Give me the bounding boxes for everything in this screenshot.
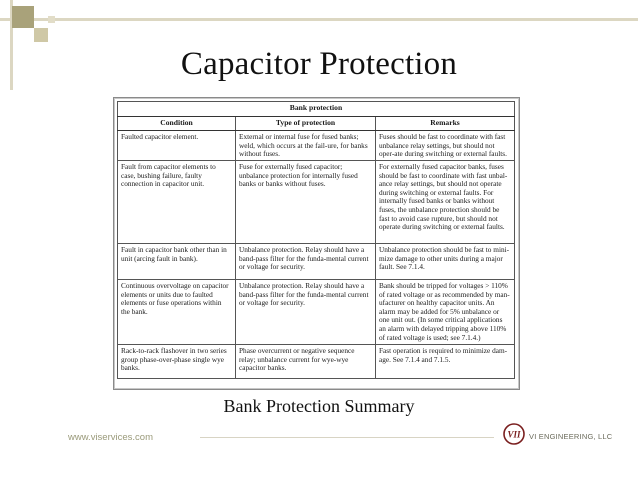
cell-remarks: Fuses should be fast to coordinate with fast unbalance relay settings, but should not oper-ate during switching or external faults. (376, 131, 515, 161)
bank-protection-table (117, 101, 515, 379)
cell-condition: Faulted capacitor element. (118, 131, 236, 161)
cell-protection: Phase overcurrent or negative sequence relay; unbalance current for wye-wye capacitor banks. (236, 344, 376, 378)
table-banner: Bank protection (118, 102, 515, 117)
footer-url: www.viservices.com (68, 432, 153, 443)
cell-condition: Continuous overvoltage on capacitor elements or units due to faulted elements or fuse operations within the bank. (118, 279, 236, 344)
company-name: VI ENGINEERING, LLC (529, 432, 613, 441)
cell-condition: Fault in capacitor bank other than in unit (arcing fault in bank). (118, 243, 236, 279)
table-row (118, 279, 515, 344)
table-row (118, 243, 515, 279)
cell-condition: Rack-to-rack flashover in two series group phase-over-phase single wye banks. (118, 344, 236, 378)
accent-square-small (34, 28, 48, 42)
table-row (118, 160, 515, 243)
logo-text: VII (507, 429, 521, 440)
cell-protection: Unbalance protection. Relay should have a band-pass filter for the funda-mental current or voltage for security. (236, 243, 376, 279)
cell-condition: Fault from capacitor elements to case, bushing failure, faulty connection in capacitor unit. (118, 160, 236, 243)
cell-protection: Unbalance protection. Relay should have a band-pass filter for the funda-mental current or voltage for security. (236, 279, 376, 344)
cell-protection: External or internal fuse for fused banks; weld, which occurs at the fail-ure, for banks without fuses. (236, 131, 376, 161)
cell-remarks: Unbalance protection should be fast to mini-mize damage to other units during a major fault. See 7.1.4. (376, 243, 515, 279)
header-type-of-protection: Type of protection (236, 116, 376, 131)
bank-protection-table-image (113, 97, 520, 390)
cell-remarks: Bank should be tripped for voltages > 110% of rated voltage or as recommended by man-ufacturer on healthy capacitor units. An alarm may be added for 5% unbalance or one unit out. (In some critical applications an alarm with delayed tripping above 110% of rated voltage is used; see 7.1.4.) (376, 279, 515, 344)
cell-remarks: For externally fused capacitor banks, fuses should be fast to coordinate with fast unbal-ance relay settings, but should not operate during switching or external faults. For internally fused banks or banks without fuses, the unbalance protection should be fast to avoid case rupture, but should not operate during switching or external faults. (376, 160, 515, 243)
table-caption: Bank Protection Summary (223, 396, 415, 416)
footer-divider (200, 437, 494, 438)
cell-remarks: Fast operation is required to minimize dam-age. See 7.1.4 and 7.1.5. (376, 344, 515, 378)
cell-protection: Fuse for externally fused capacitor; unbalance protection for internally fused banks or banks without fuses. (236, 160, 376, 243)
header-condition: Condition (118, 116, 236, 131)
top-accent-bar (0, 18, 638, 21)
header-remarks: Remarks (376, 116, 515, 131)
table-row (118, 131, 515, 161)
slide-title: Capacitor Protection (180, 46, 458, 82)
accent-square-large (12, 6, 34, 28)
table-row (118, 344, 515, 378)
vi-engineering-logo-icon (503, 422, 525, 446)
accent-square-tiny (48, 16, 55, 23)
